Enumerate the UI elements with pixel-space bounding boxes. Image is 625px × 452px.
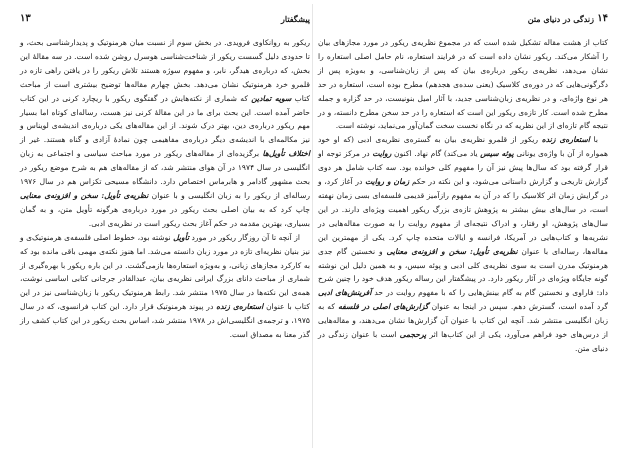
right-page-body — [318, 36, 608, 356]
left-page-header — [20, 14, 310, 28]
emphasized-text: آفرینش‌های ادبی — [318, 288, 372, 298]
text-run: که شماری از نکته‌هایش در گفتگوی ریکور با ریچارد کرنی در این کتاب حاضر آمده است. این بحث برای ما در این مقالهٔ کرنی نیز هست، رساله‌ای کوتاه اما بسیار مهم ریکور درباره‌ی دین، بهتر درک شوند. از این مقاله‌های یکی درباره‌ی اندیشه‌ی لویناس و نیز مکالمه‌ای با اندیشه‌ی دیگر درباره‌ی مفاهیمی چون نمادهٔ آزادی و گناه هستند. غیر از — [20, 93, 310, 145]
text-run: در آغاز کرد، و در گرایش زمان اثر کلاسیک را که در آن به مفهوم رازآمیز قدیمی فلسفه‌ای بسی زمان نهفته است، در سال‌های بیش بیشتر به پژوهش تازه‌ی بزرگ ریکور اهمیت ویژه‌ای دارند. در این سال‌های پژوهش، او رفتار، و ادراک نتیجه‌ای از مفهوم روایت را به صورت مقاله‌هایی در نشریه‌ها و کتاب‌هایی در آمریکا، فرانسه و ایالات متحده چاپ کرد. یکی از مهمترین این مقاله‌ها، رساله‌ای با عنوان — [318, 177, 608, 256]
emphasized-text: نظریه‌ی تأویل: سخن و افزونه‌ی معنایی — [386, 246, 518, 256]
running-title: زندگی در دنیای متن — [527, 14, 594, 24]
emphasized-text: زمان و روایت — [365, 177, 410, 187]
text-run: ریکور از قلمرو نظریه‌ی بیان به گستره‌ی نظریه‌ی ادبی (که او خود همواره از آن با واژه‌ی یونانی — [318, 135, 608, 159]
emphasized-text: پوئه سیس — [480, 149, 514, 159]
paragraph — [20, 36, 310, 231]
text-run: از آنچه تا آن روزگار ریکور در مورد — [189, 232, 300, 242]
left-page-body — [20, 36, 310, 342]
paragraph — [20, 231, 310, 342]
text-run: است با عنوان زندگی در دنیای متن. — [318, 330, 608, 353]
text-run: با — [589, 135, 598, 145]
right-page — [318, 0, 608, 452]
page-number: ۱۴ — [597, 13, 608, 24]
paragraph — [318, 133, 608, 356]
text-run: گرد آمده است، گسترش دهم. سپس در اینجا به عنوان — [428, 302, 608, 312]
text-run: نوشته بود، خطوط اصلی فلسفه‌ی هرمنوتیک‌ی و نیز بنیان نظریه‌ای تازه در مورد زبان دانسته می‌شد. اما هنوز نکته‌ی مهمی باقی مانده بود که به کارکرد مجازهای زبانی، و به‌ویژه استعاره‌ها بازمی‌گشت. در این باره ریکور با بهره‌گیری از شماری از مباحث دانای بزرگ ایرانی نظریه‌ی بیان، عبدالقادر جرجانی کتابی اساسی نوشت، همه‌ی این نکته‌ها در سال ۱۹۷۵ منتشر شد. رابط هرمنوتیک ریکور با زبان‌شناسی نیز در این کتاب با عنوان — [20, 232, 311, 312]
text-run: و نخستین گام جدی هرمنوتیک مدرن است به سوی نظریه‌ی کلی ادبی و پوئه سیس، و به همین دلیل این نوشته گونه جایگاه ویژه‌ای در آثار ریکور دارد. در پیشگفتار این رساله ریکور هدف خود را چنین شرح داد: فاراوی و نخستین گام به گام بینش‌هایی را که با مفهوم روایت در حد — [318, 246, 609, 298]
paragraph — [318, 36, 608, 133]
text-run: یاد می‌کند) گام نهاد. اکنون — [391, 149, 481, 159]
right-page-header — [318, 14, 608, 28]
text-run: برگزیده‌ای از مقاله‌های ریکور در مورد مباحث سیاسی و اجتماعی به زبان انگلیسی در سال ۱۹۷۴ در آن هوای منتشر شد، که از مقاله‌های هم به شرح موضع ریکور در بحث مشهور گادامر و هابرماس اختصاص دارد. دانشگاه مسیحی تکزاس هم در سال ۱۹۷۶ رساله‌ای از ریکور را به زبان انگلیسی و با عنوان — [20, 149, 311, 200]
running-title: پیشگفتار — [281, 14, 310, 24]
page-gutter — [312, 4, 313, 448]
emphasized-text: نظریه‌ی تأویل: سخن و افزونه‌ی معنایی — [20, 190, 149, 200]
page-number: ۱۳ — [20, 13, 31, 24]
emphasized-text: سویه تمادین — [251, 93, 292, 103]
emphasized-text: گزارش‌های اصلی در فلسفه — [338, 302, 429, 312]
emphasized-text: اختلاف تأویل‌ها — [262, 149, 310, 159]
emphasized-text: پرحجمی — [399, 330, 427, 340]
emphasized-text: روایت — [372, 149, 392, 159]
text-run: در پیوند هرمنوتیک قرار دارد. این کتاب فرانسوی، که در سال ۱۹۷۵، و ترجمه‌ی انگلیسی‌اش در ۱۹۷۸ منتشر شد، اساس بحث ریکور در این کتاب کشف راز گذر معنا به مصداق است. — [20, 302, 310, 340]
text-run: کتاب از هشت مقاله تشکیل شده است که در مجموع نظریه‌ی ریکور در مورد مجازهای بیان را آشکار می‌کند. ریکور نشان داده است که در فرایند استعاره، نام حامل اصلی استعاره را نشان می‌دهد، نظریه‌ی ریکور درباره‌ی بیان که پس از زبان‌شناسی، و به‌ویژه پس از دگرگونی‌هایی که در دوره‌ی کلاسیک (یعنی سده‌ی هجدهم) مطرح بوده است، استعاره در حد هر نوع واژه‌ای، و در نظریه‌ی زبان‌شناسی جدید، با آثار امیل بنونیست، در حد گزاره و جمله مطرح شده است. کار تازه‌ی ریکور این است که استعاره را در حد سخن مطرح دانسته، و در نتیجه گام تازه‌ای از این نظریه که در نگاه نخست سخت گمان‌آور می‌نماید، نوشته است. — [318, 38, 608, 131]
left-page — [20, 0, 310, 452]
emphasized-text: استعاره‌ی زنده — [541, 135, 590, 145]
text-run: ریکور به روانکاوی فرویدی. در بخش سوم از نسبت میان هرمنوتیک و پدیدارشناسی بحث، و تا حدودی دلیل گسست ریکور از شناخت‌شناسی هوسرل روشن شده است. در سه مقالهٔ این بخش، که درباره‌ی هیدگر، نابر، و مفهوم سوژه هستند تلاش ریکور را در یافتن راهی تازه در قلمرو خرد هرمنوتیک نشان می‌دهد. بخش چهارم مقاله‌ها توضیح بیشتری است از مباحث کتاب — [20, 38, 310, 103]
emphasized-text: استعاره‌ی زنده — [216, 302, 264, 312]
text-run: چاپ کرد که به بیان اصلی بحث ریکور در مورد درباره‌ی هرگونه تأویل متن، و به گمان بسیاری، بهترین مقدمه در حکم آغاز بحث ریکور است در نظریه‌ی ادبی. — [20, 204, 310, 228]
text-run: در مرکز توجه او قرار گرفته بود که سال‌ها پیش نیز آن را مفهوم کلی خوانده بود. سه کتاب شامل هر دوی گزارش تاریخی و گزارش داستانی می‌شود، و این نکته در حکم — [318, 149, 608, 187]
text-run: که به زبان انگلیسی منتشر شد. آنچه این کتاب با عنوان آن گزارش‌ها نشان می‌دهند، و مقاله‌هایی از درس‌های خود فراهم می‌آورد، یکی از این کتاب‌ها اثر — [318, 302, 608, 340]
emphasized-text: تأویل — [173, 232, 190, 242]
